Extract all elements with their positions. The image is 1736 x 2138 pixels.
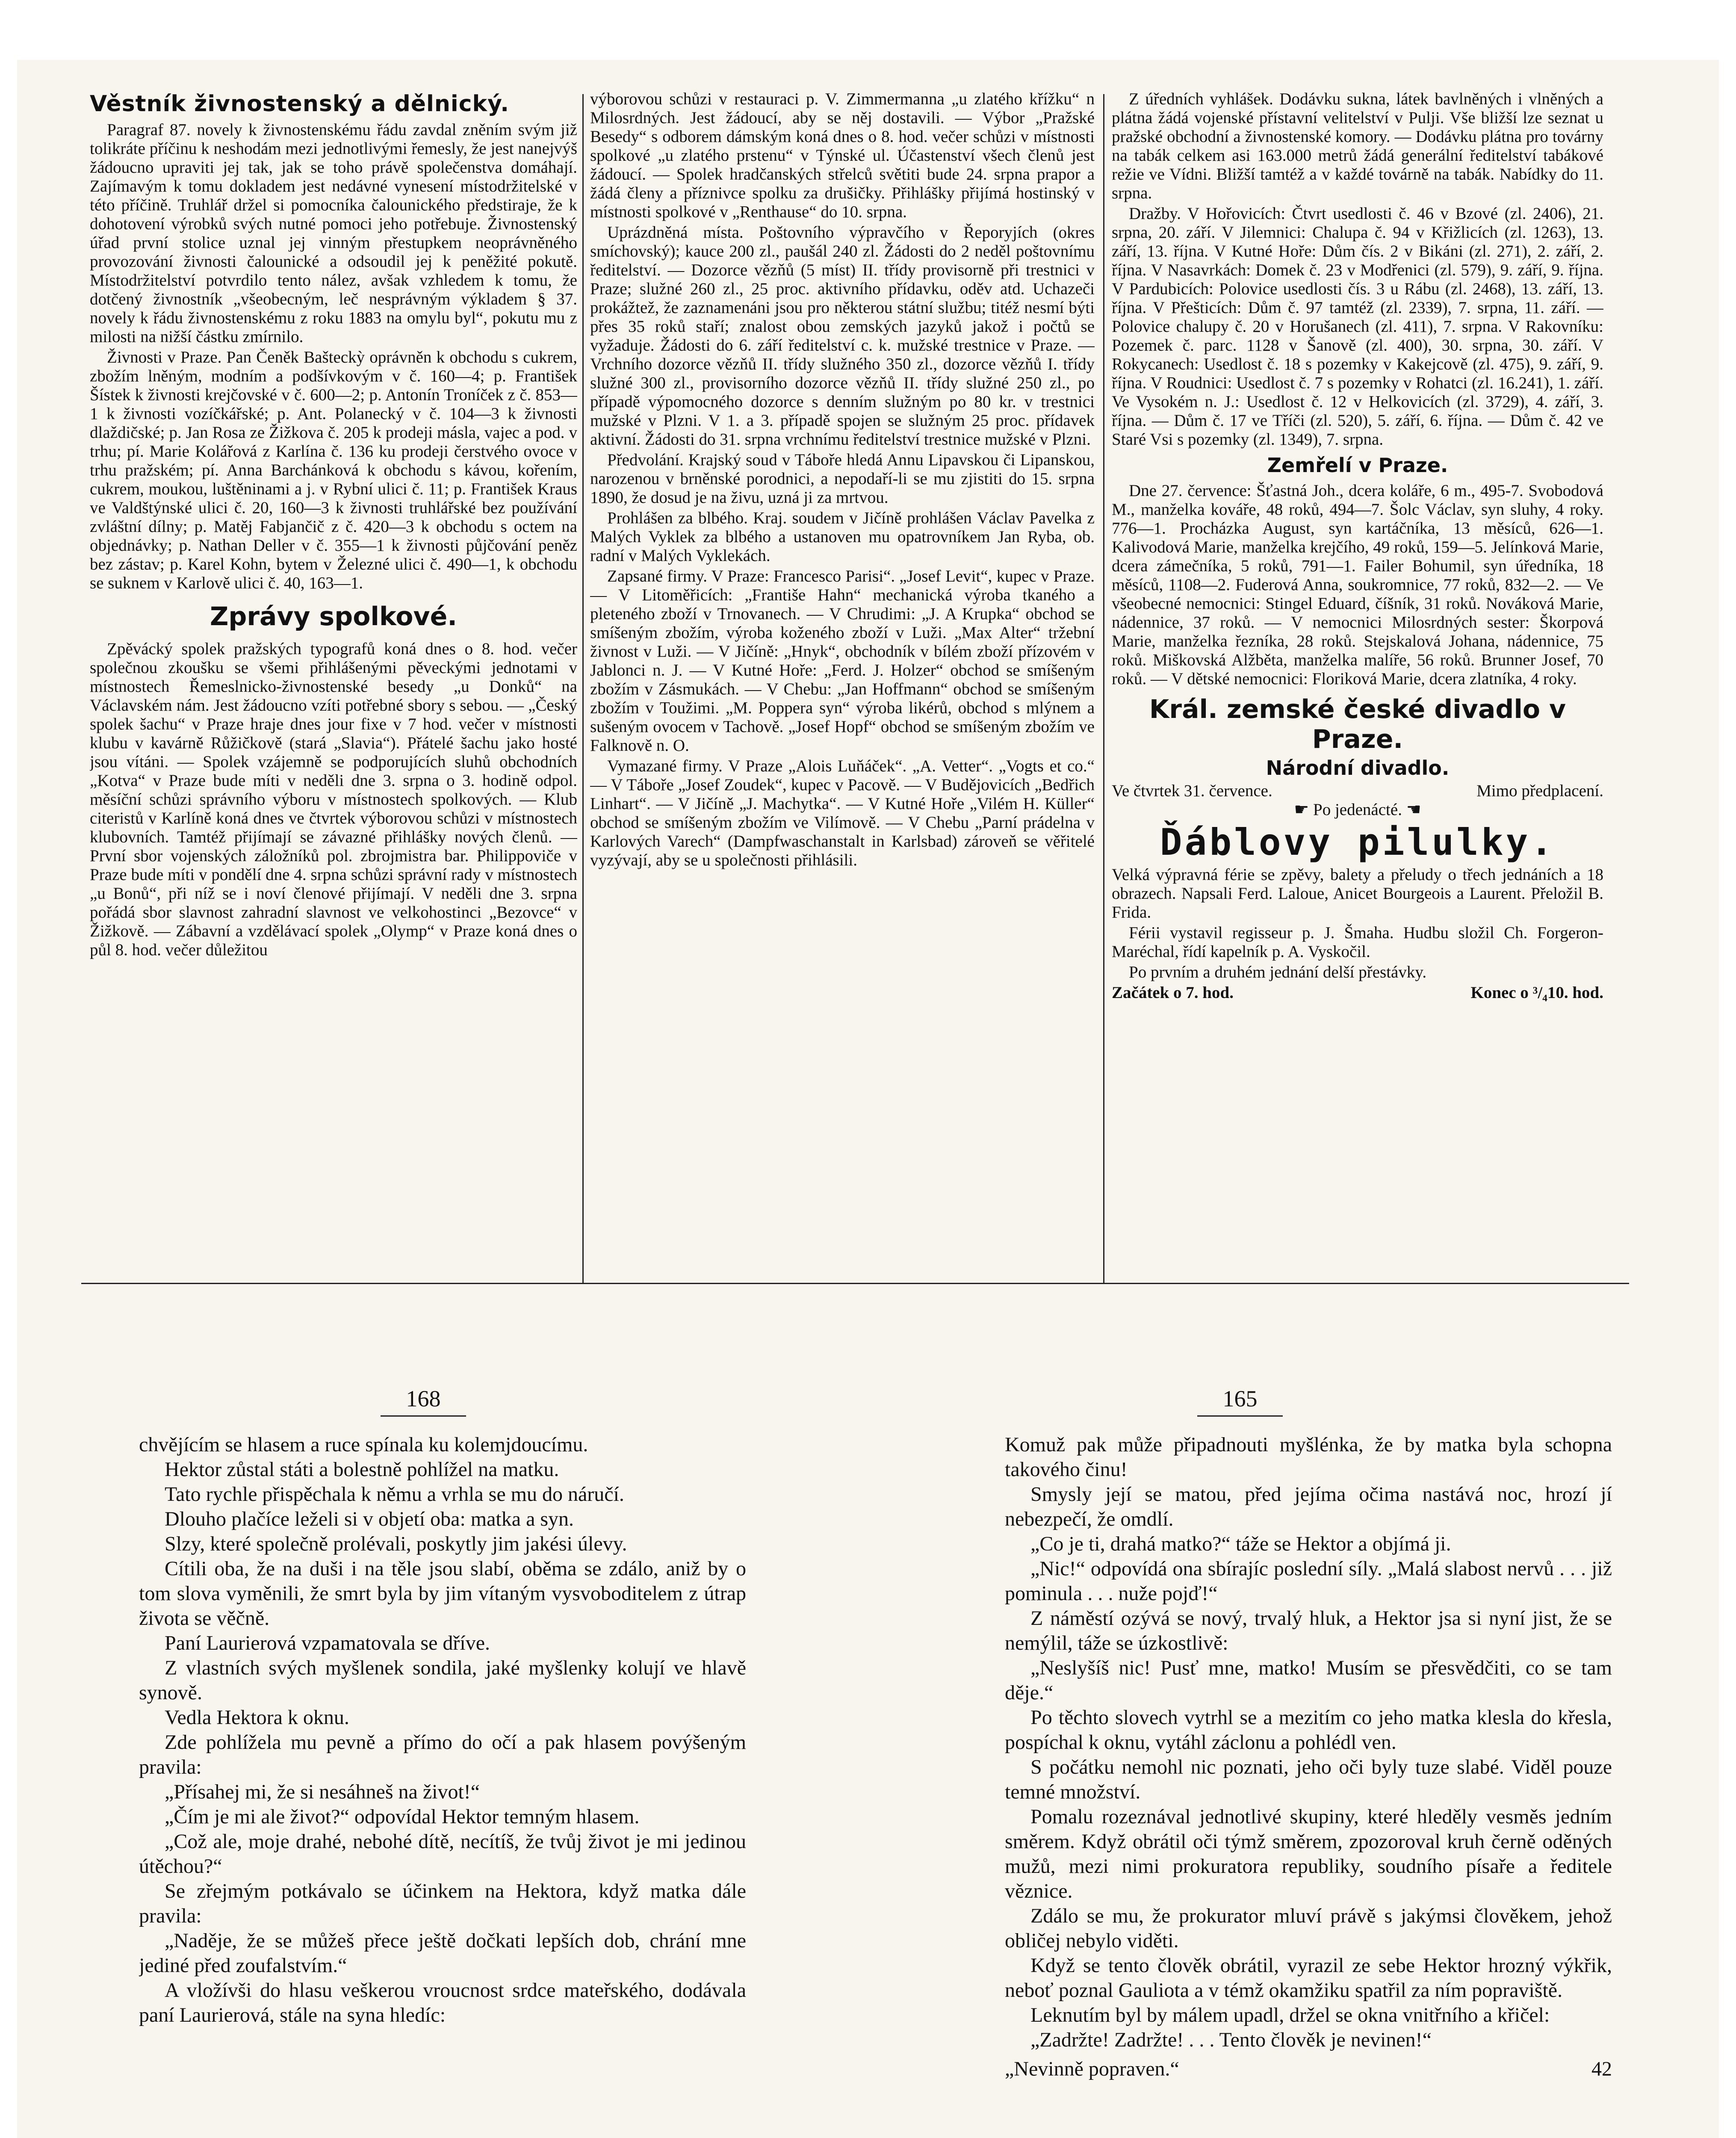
- start-time: Začátek o 7. hod.: [1112, 983, 1234, 1002]
- paragraph: Uprázdněná místa. Poštovního výpravčího v Řeporyjích (okres smíchovský); kauce 200 zl., paušál 240 zl. Žádosti do 2 neděl poštovnímu ředitelství. — Dozorce vězňů (5 míst) II. třídy provisorně při trestnici v Praze; služné 260 zl., 25 proc. aktivního přídavku, oděv atd. Uchazeči prokážtež, že zaznamenáni jsou pro některou státní službu; titéž nesmí býti přes 35 roků staří; znalost obou zemských jazyků jakož i počtů se vyžaduje. Žádosti do 6. září ředitelství c. k. mužské trestnice v Praze. — Vrchního dozorce vězňů II. třídy služného 350 zl., dozorce vězňů I. třídy služné 300 zl., provisorního dozorce vězňů II. třídy služné 250 zl., po případě výpomocného dozorce s denním služným po 80 kr. v trestnici mužské v Plzni. V 1. a 3. případě spojen se služným 25 proc. přídavek aktivní. Žádosti do 31. srpna vrchnímu ředitelství trestnice mužské v Plzni.: [590, 223, 1095, 449]
- column-divider: [1103, 94, 1104, 1283]
- book-right-text: [1005, 1432, 1612, 2052]
- book-footer: [1005, 2057, 1612, 2082]
- book-footer-number: 42: [1591, 2058, 1612, 2080]
- book-paragraph: Dlouho plačíce leželi si v objetí oba: matka a syn.: [165, 1508, 574, 1530]
- book-paragraph: A vložívši do hlasu veškerou vroucnost srdce mateřského, dodávala paní Laurierová, stále na syna hledíc:: [139, 1979, 746, 2026]
- book-paragraph: Hektor zůstal státi a bolestně pohlížel na matku.: [165, 1458, 559, 1481]
- section-heading: Zemřelí v Praze.: [1267, 454, 1448, 477]
- paragraph: Zapsané firmy. V Praze: Francesco Parisi“. „Josef Levit“, kupec v Praze. — V Litoměřicích: „Františe Hahn“ mechanická výroba tkaného a pleteného zboží v Trnovanech. — V Chrudimi: „J. A Krupka“ obchod se smíšeným zbožím, výroba koženého zboží v Luži. „Max Alter“ tržební živnost v Luži. — V Jičíně: „Hnyk“, obchodník v bílém zboží přízovém v Jablonci n. J. — V Kutné Hoře: „Ferd. J. Holzer“ obchod se smíšeným zbožím v Zásmukách. — V Chebu: „Jan Hoffmann“ obchod se smíšeným zbožím v Toužimi. „M. Poppera syn“ výroba likérů, obchod s mlýnem a sušeným ovocem v Tachově. „Josef Hopf“ obchod se smíšeným zbožím ve Falknově n. O.: [590, 567, 1095, 755]
- end-time: Konec o ³/₄10. hod.: [1470, 983, 1603, 1002]
- book-paragraph: Smysly její se matou, před jejíma očima nastává noc, hrozí jí nebezpečí, že omdlí.: [1005, 1483, 1612, 1530]
- pointing-hand-icon: ☛: [1294, 800, 1314, 819]
- performance-date: Ve čtvrtek 31. července.: [1112, 782, 1272, 800]
- paragraph: Dražby. V Hořovicích: Čtvrt usedlosti č. 46 v Bzové (zl. 2406), 21. srpna, 20. září. V Jilemnici: Chalupa č. 94 v Křižlicích (zl. 1263), 13. září, 13. října. V Kutné Hoře: Dům čís. 2 v Bikáni (zl. 271), 2. září, 2. října. V Nasavrkách: Domek č. 23 v Modřenici (zl. 579), 9. září, 9. října. V Pardubicích: Polovice usedlosti čís. 3 u Rábu (zl. 2468), 13. září, 13. října. V Přešticích: Dům č. 97 tamtéž (zl. 2339), 7. srpna, 11. září. — Polovice chalupy č. 20 v Horušanech (zl. 411), 7. srpna. V Rakovníku: Pozemek č. parc. 1128 v Šanově (zl. 400), 30. srpna, 30. září. V Rokycanech: Usedlost č. 18 s pozemky v Kakejcově (zl. 475), 9. září, 9. října. V Roudnici: Usedlost č. 7 s pozemky v Rohatci (zl. 16.241), 1. září. Ve Vysokém n. J.: Usedlost č. 12 v Helkovicích (zl. 3729), 4. září, 3. října. — Dům č. 17 ve Tříči (zl. 520), 5. září, 6. října. — Dům č. 42 ve Staré Vsi s pozemky (zl. 1349), 7. srpna.: [1112, 204, 1603, 449]
- book-page-left: [139, 1432, 746, 2138]
- book-paragraph: „Nic!“ odpovídá ona sbírajíc poslední síly. „Malá slabost nervů . . . již pominula . . . nuže pojď!“: [1005, 1557, 1612, 1605]
- book-paragraph: Když se tento člověk obrátil, vyrazil ze sebe Hektor hrozný výkřik, neboť poznal Gauliota a v témž okamžiku spatřil za ním popraviště.: [1005, 1954, 1612, 2002]
- time-row: [1112, 983, 1603, 1002]
- paragraph: Paragraf 87. novely k živnostenskému řádu zavdal zněním svým již tolikráte příčinu k neshodám mezi jednotlivými řemesly, že jest nanejvýš žádoucno upraviti jej tak, jak se toho právě společenstva domáhají. Zajímavým k tomu dokladem jest nedávné vynesení místodržitelské v této příčině. Truhlář držel si pomocníka čalounického předstiraje, že k dohotovení výrobků svých nutné pomoci jeho potřebuje. Živnostenský úřad první stolice uznal jej vinným přestupkem neoprávněného provozování živnosti čalounické a odsoudil jej k peněžité pokutě. Místodržitelství potvrdilo tento nález, avšak vzhledem k tomu, že dotčený živnostník „všeobecným, leč nesprávným výkladem § 37. novely k řádu živnostenskému z roku 1883 na omylu byl“, pokutu mu z milosti na nižší částku zmírnilo.: [90, 121, 577, 346]
- book-paragraph: Po těchto slovech vytrhl se a mezitím co jeho matka klesla do křesla, pospíchal k oknu, vytáhl záclonu a pohlédl ven.: [1005, 1706, 1612, 1754]
- book-paragraph: Cítili oba, že na duši i na těle jsou slabí, oběma se zdálo, aniž by o tom slova vyměnili, že smrt byla by jim vítaným vysvoboditelem z útrap života se věčně.: [139, 1557, 746, 1630]
- book-footer-title: „Nevinně popraven.“: [1005, 2058, 1179, 2080]
- paragraph: Z úředních vyhlášek. Dodávku sukna, látek bavlněných i vlněných a plátna žádá vojenské přístavní velitelství v Pulji. Vše bližší lze seznat u pražské obchodní a živnostenské komory. — Dodávku plátna pro továrny na tabák celkem asi 163.000 metrů žádá generální ředitelství tabákové režie ve Vídni. Bližší tamtéž a v každé továrně na tabák. Nabídky do 11. srpna.: [1112, 90, 1603, 202]
- paragraph: výborovou schůzi v restauraci p. V. Zimmermanna „u zlatého křížku“ n Milosrdných. Jest žádoucí, aby se něj dostavili. — Výbor „Pražské Besedy“ s odborem dámským koná dnes o 8. hod. večer schůzi v místnosti spolkové „u zlatého prstenu“ v Týnské ul. Účastenství všech členů jest žádoucí. — Spolek hradčanských střelců světiti bude 24. srpna prapor a žádá členy a příznivce spolku za drušičky. Přihlášky přijímá hostinský v místnosti spolkové v „Renthause“ do 10. srpna.: [590, 90, 1095, 221]
- column-2: [590, 90, 1095, 1287]
- bottom-rule: [81, 1283, 1629, 1284]
- book-paragraph: Se zřejmým potkávalo se účinkem na Hektora, když matka dále pravila:: [139, 1880, 746, 1927]
- book-paragraph: S počátku nemohl nic poznati, jeho oči byly tuze slabé. Viděl pouze temné množství.: [1005, 1756, 1612, 1803]
- subscription-note: Mimo předplacení.: [1476, 782, 1603, 800]
- masthead: Věstník živnostenský a dělnický.: [90, 91, 509, 117]
- column-3: [1112, 90, 1603, 1287]
- book-paragraph: „Naděje, že se můžeš přece ještě dočkati lepších dob, chrání mne jediné před zoufalstvím.“: [139, 1929, 746, 1977]
- page-number-right: 165: [1222, 1386, 1258, 1412]
- page-number-left: 168: [406, 1386, 441, 1412]
- paragraph: Po prvním a druhém jednání delší přestávky.: [1129, 963, 1427, 981]
- theatre-title: Král. zemské české divadlo v Praze.: [1149, 694, 1566, 754]
- book-paragraph: chvějícím se hlasem a ruce spínala ku kolemjdoucímu.: [139, 1433, 588, 1456]
- column-1: [90, 90, 577, 1373]
- book-paragraph: Leknutím byl by málem upadl, držel se okna vnitřního a křičel:: [1030, 2004, 1550, 2026]
- book-paragraph: „Čím je mi ale život?“ odpovídal Hektor temným hlasem.: [165, 1805, 640, 1828]
- pointing-hand-icon: ☚: [1402, 800, 1421, 819]
- paragraph: Férii vystavil regisseur p. J. Šmaha. Hudbu složil Ch. Forgeron-Maréchal, řídí kapelník p. A. Vyskočil.: [1112, 924, 1603, 961]
- paragraph: Živnosti v Praze. Pan Čeněk Bašteckỳ oprávněn k obchodu s cukrem, zbožím lněným, modním a podšívkovým v č. 160—4; p. František Šístek k živnosti krejčovské v č. 600—2; p. Antonín Troníček z č. 853—1 k živnosti vozíčkářské; p. Ant. Polanecký v č. 104—3 k živnosti dlaždičské; p. Jan Rosa ze Žižkova č. 205 k prodeji másla, vajec a pod. v trhu; pí. Marie Kolářová z Karlína č. 136 ku prodeji čerstvého ovoce v trhu pražském; pí. Anna Barchánková k obchodu s kávou, kořením, cukrem, moukou, luštěninami a j. v Rybní ulici č. 11; p. František Kraus ve Valdštýnské ulici č. 20, 160—3 k živnosti truhlářské bez používání zvláštní dílny; p. Matěj Fabjančič z č. 420—3 k obchodu s octem na objednávky; p. Nathan Deller v č. 355—1 k živnosti půjčování peněz bez zástav; p. Karel Kohn, bytem v Železné ulici č. 490—1, k obchodu se suknem v Karlově ulici č. 40, 163—1.: [90, 348, 577, 592]
- performance-count-line: [1112, 800, 1603, 819]
- paragraph: Dne 27. července: Šťastná Joh., dcera koláře, 6 m., 495-7. Svobodová M., manželka kováře, 48 roků, 494—7. Šolc Václav, syn sluhy, 4 roky. 776—1. Procházka August, syn kartáčníka, 13 měsíců, 626—1. Kalivodová Marie, manželka krejčího, 49 roků, 159—5. Jelínková Marie, dcera zámečníka, 5 roků, 791—1. Failer Bohumil, syn úředníka, 18 měsíců, 1108—2. Fuderová Anna, soukromnice, 77 roků, 832—2. — Ve všeobecné nemocnici: Stingel Eduard, číšník, 31 roků. Nováková Marie, nádennice, 37 roků. — V nemocnici Milosrdných sester: Škorpová Marie, manželka řezníka, 28 roků. Stejskalová Johana, nádennice, 75 roků. Miškovská Alžběta, manželka malíře, 56 roků. Brunner Josef, 70 roků. — V dětské nemocnici: Floriková Marie, dcera zlatníka, 4 roky.: [1112, 481, 1603, 688]
- page-number-underline: [381, 1415, 466, 1417]
- paragraph: Předvolání. Krajský soud v Táboře hledá Annu Lipavskou či Lipanskou, narozenou v brněnské porodnici, a nepodaří-li se mu zjistiti do 15. srpna 1890, že dosud je na živu, uzná ji za mrtvou.: [590, 451, 1095, 507]
- paragraph: Prohlášen za blbého. Kraj. soudem v Jičíně prohlášen Václav Pavelka z Malých Vyklek za blbého a ustanoven mu opatrovníkem Jan Ryba, ob. radní v Malých Vyklekách.: [590, 509, 1095, 565]
- book-paragraph: Zde pohlížela mu pevně a přímo do očí a pak hlasem povýšeným pravila:: [139, 1731, 746, 1778]
- newspaper-page: [17, 60, 1719, 2138]
- book-paragraph: Paní Laurierová vzpamatovala se dříve.: [165, 1632, 490, 1654]
- book-paragraph: Z vlastních svých myšlenek sondila, jaké myšlenky kolují ve hlavě synově.: [139, 1657, 746, 1704]
- book-paragraph: Vedla Hektora k oknu.: [165, 1706, 349, 1729]
- paragraph: Velká výpravná férie se zpěvy, balety a přeludy o třech jednáních a 18 obrazech. Napsali Ferd. Laloue, Anicet Bourgeois a Laurent. Přeložil B. Frida.: [1112, 865, 1603, 921]
- performance-count: Po jedenácté.: [1313, 800, 1402, 819]
- book-paragraph: Pomalu rozeznával jednotlivé skupiny, které hleděly vesměs jedním směrem. Když obrátil oči týmž směrem, zpozoroval kruh černě oděných mužů, mezi nimi prokuratora republiky, soudního písaře a ředitele věznice.: [1005, 1805, 1612, 1902]
- theatre-subtitle: Národní divadlo.: [1266, 756, 1450, 780]
- section-heading: Zprávy spolkové.: [210, 602, 458, 632]
- book-paragraph: Z náměstí ozývá se nový, trvalý hluk, a Hektor jsa si nyní jist, že se nemýlil, táže se úzkostlivě:: [1005, 1607, 1612, 1654]
- book-paragraph: Tato rychle přispěchala k němu a vrhla se mu do náručí.: [165, 1483, 624, 1506]
- book-paragraph: Slzy, které společně prolévali, poskytly jim jakési úlevy.: [165, 1533, 627, 1555]
- performance-date-row: [1112, 782, 1603, 800]
- paragraph: Vymazané firmy. V Praze „Alois Luňáček“. „A. Vetter“. „Vogts et co.“ — V Táboře „Josef Zoudek“, kupec v Pacově. — V Budějovicích „Bedřich Linhart“. — V Jičíně „J. Machytka“. — V Kutné Hoře „Vilém H. Küller“ obchod se smíšeným zbožím ve Vilímově. — V Chebu „Parní prádelna v Karlových Varech“ (Dampfwaschanstalt in Karlsbad) zároveň se věřitelé vyzývají, aby se u společnosti přihlásili.: [590, 757, 1095, 869]
- book-paragraph: „Zadržte! Zadržte! . . . Tento člověk je nevinen!“: [1030, 2029, 1432, 2051]
- book-paragraph: Zdálo se mu, že prokurator mluví právě s jakýmsi člověkem, jehož obličej nebylo viděti.: [1005, 1905, 1612, 1952]
- book-paragraph: „Neslyšíš nic! Pusť mne, matko! Musím se přesvědčiti, co se tam děje.“: [1005, 1657, 1612, 1704]
- column-divider: [582, 94, 584, 1283]
- book-paragraph: „Což ale, moje drahé, nebohé dítě, necítíš, že tvůj život je mi jedinou útěchou?“: [139, 1830, 746, 1878]
- book-paragraph: „Co je ti, drahá matko?“ táže se Hektor a objímá ji.: [1030, 1533, 1451, 1555]
- page-number-underline: [1197, 1415, 1283, 1417]
- book-paragraph: „Přísahej mi, že si nesáhneš na život!“: [165, 1781, 480, 1803]
- paragraph: Zpěvácký spolek pražských typografů koná dnes o 8. hod. večer společnou zkoušku se všemi přihlášenými pěveckými jednotami v místnostech Řemeslnicko-živnostenské besedy „u Donků“ na Václavském nám. Jest žádoucno vzíti potřebné sbory s sebou. — „Český spolek šachu“ v Praze hraje dnes jour fixe v 7 hod. večer v místnosti klubu v kavárně Růžičkově (stará „Slavia“). Přátelé šachu jako hosté jsou vítáni. — Spolek vzájemně se podporujících sluhů obchodních „Kotva“ v Praze bude míti v neděli dne 3. srpna o 3. hodině odpol. měsíční schůzi správního výboru v místnostech spolkových. — Klub citeristů v Karlíně koná dnes ve čtvrtek výborovou schůzi v místnostech klubovních. Tamtéž přijímají se závazné přihlášky nových členů. — První sbor vojenských záložníků pol. zbrojmistra bar. Philippoviče v Praze bude míti v pondělí dne 4. srpna schůzi správní rady v místnostech „u Bonů“, při níž se i noví členové přijímají. V neděli dne 3. srpna pořádá sbor slavnost zahradní slavnost ve velkohostinci „Bezovce“ v Žižkově. — Zábavní a vzdělávací spolek „Olymp“ v Praze koná dnes o půl 8. hod. večer důležitou: [90, 640, 577, 959]
- book-paragraph: Komuž pak může připadnouti myšlénka, že by matka byla schopna takového činu!: [1005, 1433, 1612, 1481]
- play-title: Ďáblovy pilulky.: [1160, 821, 1556, 864]
- book-page-right: [1005, 1432, 1612, 2138]
